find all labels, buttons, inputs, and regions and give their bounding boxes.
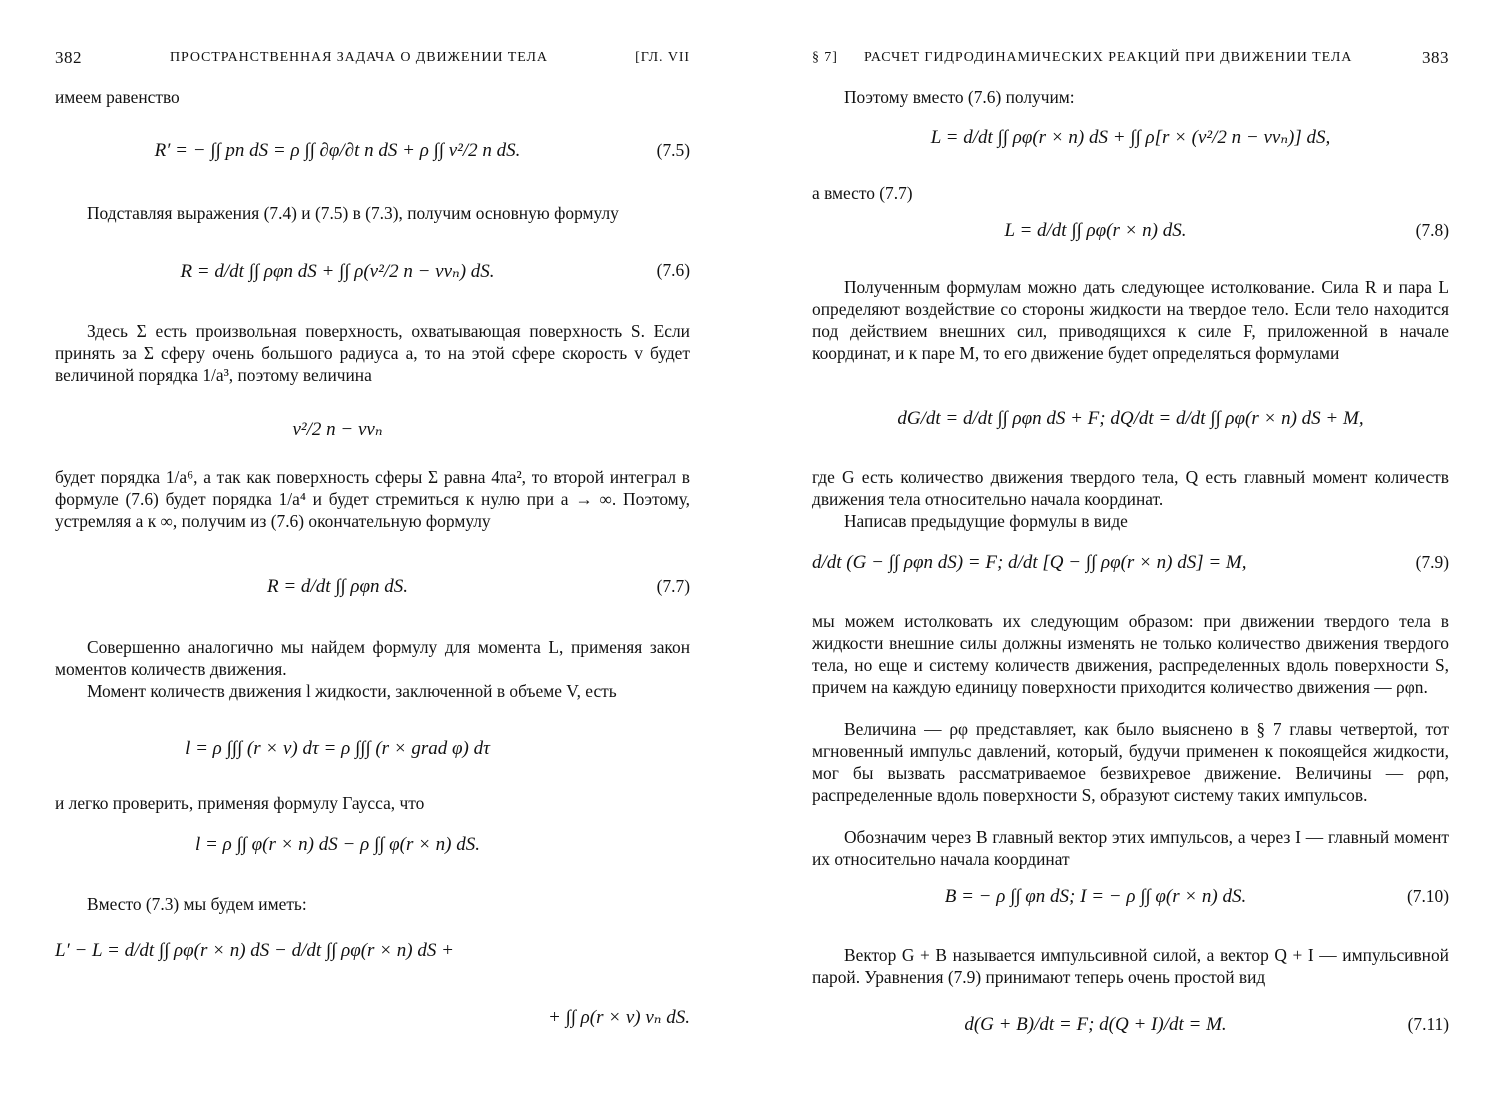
equation-angular-momentum-1: l = ρ ∫∫∫ (r × v) dτ = ρ ∫∫∫ (r × grad φ) dτ bbox=[185, 738, 490, 759]
equation-moment-difference-line-2: + ∫∫ ρ(r × v) vₙ dS. bbox=[547, 1007, 690, 1028]
equation-angular-momentum-2: l = ρ ∫∫ φ(r × n) dS − ρ ∫∫ φ(r × n) dS. bbox=[195, 834, 480, 855]
right-section-label: § 7] bbox=[812, 50, 838, 65]
equation-number-7-10: (7.10) bbox=[1406, 886, 1449, 906]
right-paragraph-9: Вектор G + B называется импульсивной силой, а вектор Q + I — импульсивной парой. Уравнения (7.9) принимают теперь очень простой вид bbox=[812, 945, 1449, 987]
left-paragraph-7: и легко проверить, применяя формулу Гаусса, что bbox=[55, 793, 425, 813]
right-page bbox=[812, 0, 1449, 1106]
right-header-title: РАСЧЕТ ГИДРОДИНАМИЧЕСКИХ РЕАКЦИЙ ПРИ ДВИЖЕНИИ ТЕЛА bbox=[864, 50, 1353, 65]
right-paragraph-5: Написав предыдущие формулы в виде bbox=[844, 511, 1128, 531]
left-page-number: 382 bbox=[55, 48, 82, 67]
equation-velocity-term: v²/2 n − vvₙ bbox=[292, 419, 383, 440]
equation-number-7-9: (7.9) bbox=[1415, 552, 1449, 572]
right-paragraph-1: Поэтому вместо (7.6) получим: bbox=[844, 87, 1075, 107]
right-paragraph-8: Обозначим через B главный вектор этих импульсов, а через I — главный момент их относительно начала координат bbox=[812, 827, 1449, 869]
equation-7-5: R′ = − ∫∫ pn dS = ρ ∫∫ ∂φ/∂t n dS + ρ ∫∫ v²/2 n dS. (7.5) bbox=[154, 140, 690, 161]
left-running-header bbox=[55, 50, 690, 74]
right-paragraph-4: где G есть количество движения твердого тела, Q есть главный момент количеств движения тела относительно начала координат. bbox=[812, 467, 1449, 509]
equation-number-7-5: (7.5) bbox=[656, 140, 690, 160]
left-page bbox=[55, 0, 690, 1106]
left-paragraph-5: Совершенно аналогично мы найдем формулу для момента L, применяя закон моментов количеств движения. bbox=[55, 637, 690, 679]
equation-motion-G-Q: dG/dt = d/dt ∫∫ ρφn dS + F; dQ/dt = d/dt ∫∫ ρφ(r × n) dS + M, bbox=[897, 408, 1364, 429]
equation-7-7: R = d/dt ∫∫ ρφn dS. (7.7) bbox=[266, 576, 690, 597]
left-header-title: ПРОСТРАНСТВЕННАЯ ЗАДАЧА О ДВИЖЕНИИ ТЕЛА bbox=[170, 50, 548, 65]
equation-number-7-8: (7.8) bbox=[1415, 220, 1449, 240]
left-paragraph-3: Здесь Σ есть произвольная поверхность, охватывающая поверхность S. Если принять за Σ сферу очень большого радиуса a, то на этой сфере скорость v будет величиной порядка 1/a³, поэтому величина bbox=[55, 321, 690, 385]
left-paragraph-2: Подставляя выражения (7.4) и (7.5) в (7.3), получим основную формулу bbox=[87, 203, 619, 223]
equation-number-7-11: (7.11) bbox=[1407, 1014, 1449, 1034]
equation-7-8: L = d/dt ∫∫ ρφ(r × n) dS. (7.8) bbox=[1004, 220, 1449, 241]
left-paragraph-6: Момент количеств движения l жидкости, заключенной в объеме V, есть bbox=[87, 681, 617, 701]
right-paragraph-6: мы можем истолковать их следующим образом: при движении твердого тела в жидкости внешние силы должны изменять не только количество движения твердого тела, но еще и систему количеств движения, распределенных вдоль поверхности S, причем на каждую единицу поверхности приходится количество движения — ρφn. bbox=[812, 611, 1449, 697]
right-paragraph-7: Величина — ρφ представляет, как было выяснено в § 7 главы четвертой, тот мгновенный импульс давлений, который, будучи применен к покоящейся жидкости, мог бы вызвать рассматриваемое безвихревое движение. Величины — ρφn, распределенные вдоль поверхности S, образуют систему таких импульсов. bbox=[812, 719, 1449, 805]
equation-7-11: d(G + B)/dt = F; d(Q + I)/dt = M. (7.11) bbox=[964, 1014, 1449, 1035]
left-paragraph-4: будет порядка 1/a⁶, а так как поверхность сферы Σ равна 4πa², то второй интеграл в формуле (7.6) будет порядка 1/a⁴ и будет стремиться к нулю при a → ∞. Поэтому, устремляя a к ∞, получим из (7.6) окончательную формулу bbox=[55, 467, 690, 531]
equation-7-9: d/dt (G − ∫∫ ρφn dS) = F; d/dt [Q − ∫∫ ρφ(r × n) dS] = M, (7.9) bbox=[812, 552, 1449, 573]
equation-7-6: R = d/dt ∫∫ ρφn dS + ∫∫ ρ(v²/2 n − vvₙ) dS. (7.6) bbox=[180, 260, 690, 282]
left-paragraph-1: имеем равенство bbox=[55, 87, 180, 107]
equation-moment-L: L = d/dt ∫∫ ρφ(r × n) dS + ∫∫ ρ[r × (v²/2 n − vvₙ)] dS, bbox=[930, 127, 1331, 148]
right-page-number: 383 bbox=[1422, 48, 1449, 67]
left-chapter-label: [ГЛ. VII bbox=[635, 50, 690, 65]
right-running-header bbox=[812, 50, 1449, 74]
equation-7-10: B = − ρ ∫∫ φn dS; I = − ρ ∫∫ φ(r × n) dS. (7.10) bbox=[944, 886, 1449, 907]
equation-number-7-7: (7.7) bbox=[656, 576, 690, 596]
equation-moment-difference-line-1: L′ − L = d/dt ∫∫ ρφ(r × n) dS − d/dt ∫∫ ρφ(r × n) dS + bbox=[55, 940, 454, 961]
left-paragraph-8: Вместо (7.3) мы будем иметь: bbox=[87, 894, 307, 914]
equation-number-7-6: (7.6) bbox=[656, 260, 690, 280]
right-paragraph-2: а вместо (7.7) bbox=[812, 183, 913, 203]
right-paragraph-3: Полученным формулам можно дать следующее истолкование. Сила R и пара L определяют воздействие со стороны жидкости на твердое тело. Если тело находится под действием внешних сил, приводящихся к силе F, приложенной в начале координат, и к паре M, то его движение будет определяться формулами bbox=[812, 277, 1449, 363]
